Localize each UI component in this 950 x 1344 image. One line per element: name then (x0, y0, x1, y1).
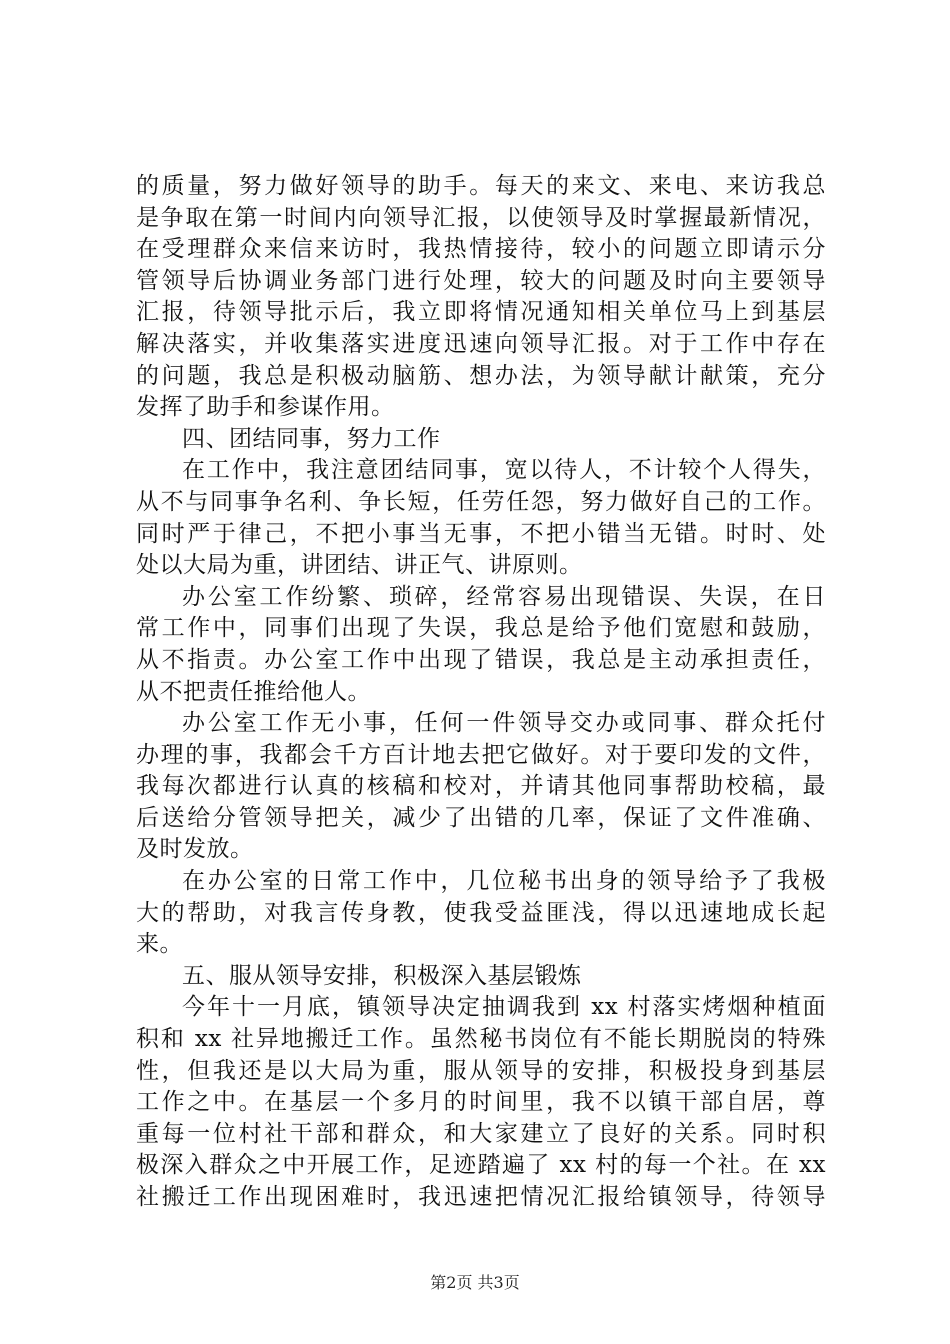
text-line: 工作之中。在基层一个多月的时间里，我不以镇干部自居，尊 (136, 1089, 826, 1116)
text-line: 性，但我还是以大局为重，服从领导的安排，积极投身到基层 (136, 1057, 826, 1084)
text-line: 在受理群众来信来访时，我热情接待，较小的问题立即请示分 (136, 236, 826, 263)
text-line: 处以大局为重，讲团结、讲正气、讲原则。 (136, 552, 583, 579)
text-line: 的问题，我总是积极动脑筋、想办法，为领导献计献策，充分 (136, 362, 826, 389)
text-line: 从不与同事争名利、争长短，任劳任怨，努力做好自己的工作。 (136, 488, 826, 515)
text-line: 极深入群众之中开展工作，足迹踏遍了 xx 村的每一个社。在 xx (136, 1152, 826, 1179)
text-line: 汇报，待领导批示后，我立即将情况通知相关单位马上到基层 (136, 299, 826, 326)
text-line: 是争取在第一时间内向领导汇报，以使领导及时掌握最新情况， (136, 204, 826, 231)
text-line: 常工作中，同事们出现了失误，我总是给予他们宽慰和鼓励， (136, 615, 826, 642)
text-line: 办公室工作纷繁、琐碎，经常容易出现错误、失误，在日 (182, 583, 826, 610)
text-line: 社搬迁工作出现困难时，我迅速把情况汇报给镇领导，待领导 (136, 1184, 826, 1210)
text-line: 办理的事，我都会千方百计地去把它做好。对于要印发的文件， (136, 741, 826, 768)
text-line: 的质量，努力做好领导的助手。每天的来文、来电、来访我总 (136, 173, 826, 199)
document-body (136, 171, 826, 1214)
text-line: 来。 (136, 931, 183, 958)
text-line: 后送给分管领导把关，减少了出错的几率，保证了文件准确、 (136, 804, 826, 831)
text-line: 大的帮助，对我言传身教，使我受益匪浅，得以迅速地成长起 (136, 899, 826, 926)
text-line: 管领导后协调业务部门进行处理，较大的问题及时向主要领导 (136, 267, 826, 294)
text-line: 积和 xx 社异地搬迁工作。虽然秘书岗位有不能长期脱岗的特殊 (136, 1026, 826, 1053)
text-line: 我每次都进行认真的核稿和校对，并请其他同事帮助校稿，最 (136, 773, 826, 800)
text-line: 重每一位村社干部和群众，和大家建立了良好的关系。同时积 (136, 1120, 826, 1147)
page-number: 第2页 共3页 (430, 1273, 520, 1292)
text-line: 办公室工作无小事，任何一件领导交办或同事、群众托付 (182, 710, 826, 737)
page-footer (0, 1270, 950, 1293)
text-line: 及时发放。 (136, 836, 254, 863)
text-line: 发挥了助手和参谋作用。 (136, 394, 395, 421)
section-heading: 四、团结同事，努力工作 (182, 425, 441, 452)
text-line: 今年十一月底，镇领导决定抽调我到 xx 村落实烤烟种植面 (182, 994, 826, 1021)
section-heading: 五、服从领导安排，积极深入基层锻炼 (182, 962, 582, 989)
text-line: 从不指责。办公室工作中出现了错误，我总是主动承担责任， (136, 646, 826, 673)
text-line: 同时严于律己，不把小事当无事，不把小错当无错。时时、处 (136, 520, 826, 547)
text-line: 从不把责任推给他人。 (136, 678, 371, 705)
text-line: 在工作中，我注意团结同事，宽以待人，不计较个人得失， (182, 457, 826, 484)
text-line: 解决落实，并收集落实进度迅速向领导汇报。对于工作中存在 (136, 330, 826, 357)
text-line: 在办公室的日常工作中，几位秘书出身的领导给予了我极 (182, 868, 826, 895)
